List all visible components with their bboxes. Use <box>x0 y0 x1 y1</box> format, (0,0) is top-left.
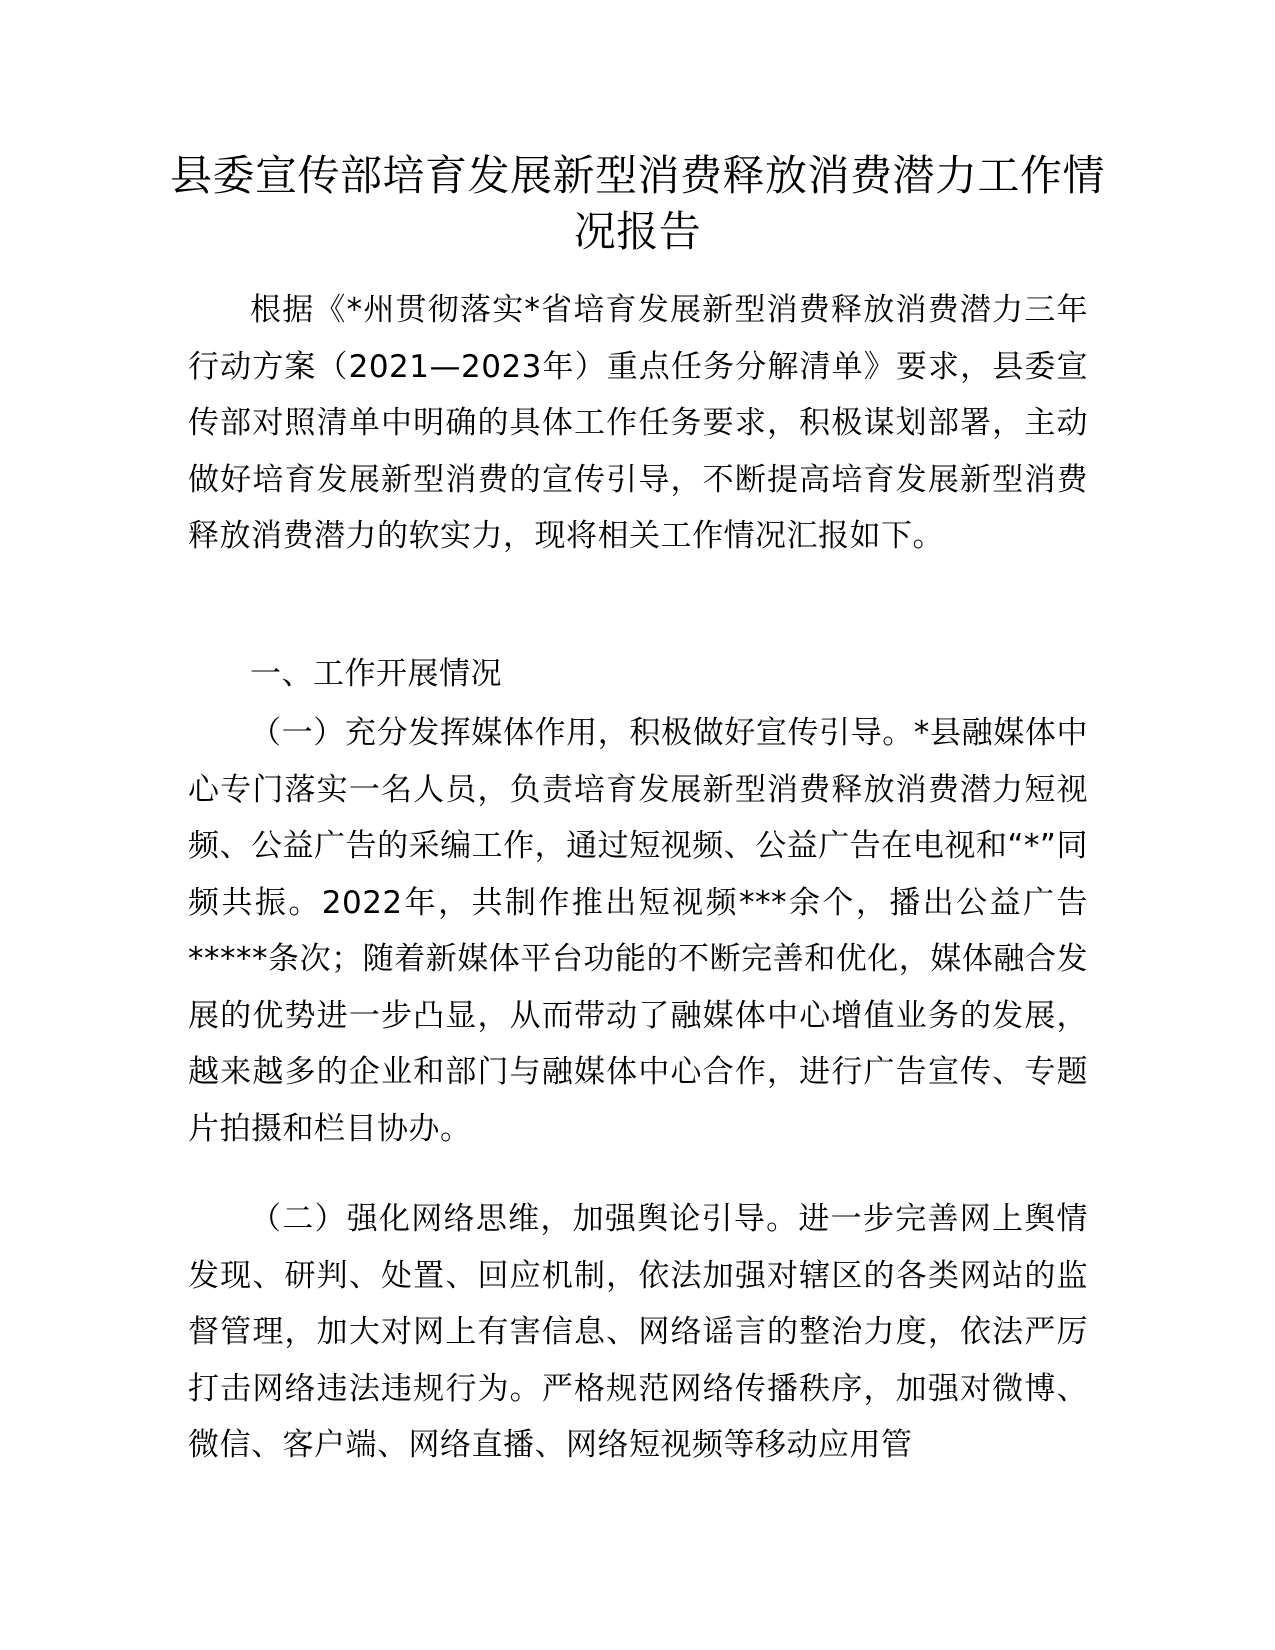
section-heading: 一、工作开展情况 <box>250 656 502 692</box>
document-title: 县委宣传部培育发展新型消费释放消费潜力工作情况报告 <box>169 151 1105 256</box>
section-paragraph-2: （二）强化网络思维，加强舆论引导。进一步完善网上舆情发现、研判、处置、回应机制，依法加强对辖区的各类网站的监督管理，加大对网上有害信息、网络谣言的整治力度，依法严厉打击网络违法违规行为。严格规范网络传播秩序，加强对微博、微信、客户端、网络直播、网络短视频等移动应用管 <box>188 1201 1088 1463</box>
section-paragraph-1: （一）充分发挥媒体作用，积极做好宣传引导。*县融媒体中心专门落实一名人员，负责培育发展新型消费释放消费潜力短视频、公益广告的采编工作，通过短视频、公益广告在电视和“*”同频共振。2022年，共制作推出短视频***余个，播出公益广告*****条次；随着新媒体平台功能的不断完善和优化，媒体融合发展的优势进一步凸显，从而带动了融媒体中心增值业务的发展，越来越多的企业和部门与融媒体中心合作，进行广告宣传、专题片拍摄和栏目协办。 <box>188 715 1088 1147</box>
intro-paragraph: 根据《*州贯彻落实*省培育发展新型消费释放消费潜力三年行动方案（2021—2023年）重点任务分解清单》要求，县委宣传部对照清单中明确的具体工作任务要求，积极谋划部署，主动做好培育发展新型消费的宣传引导，不断提高培育发展新型消费释放消费潜力的软实力，现将相关工作情况汇报如下。 <box>188 292 1088 554</box>
